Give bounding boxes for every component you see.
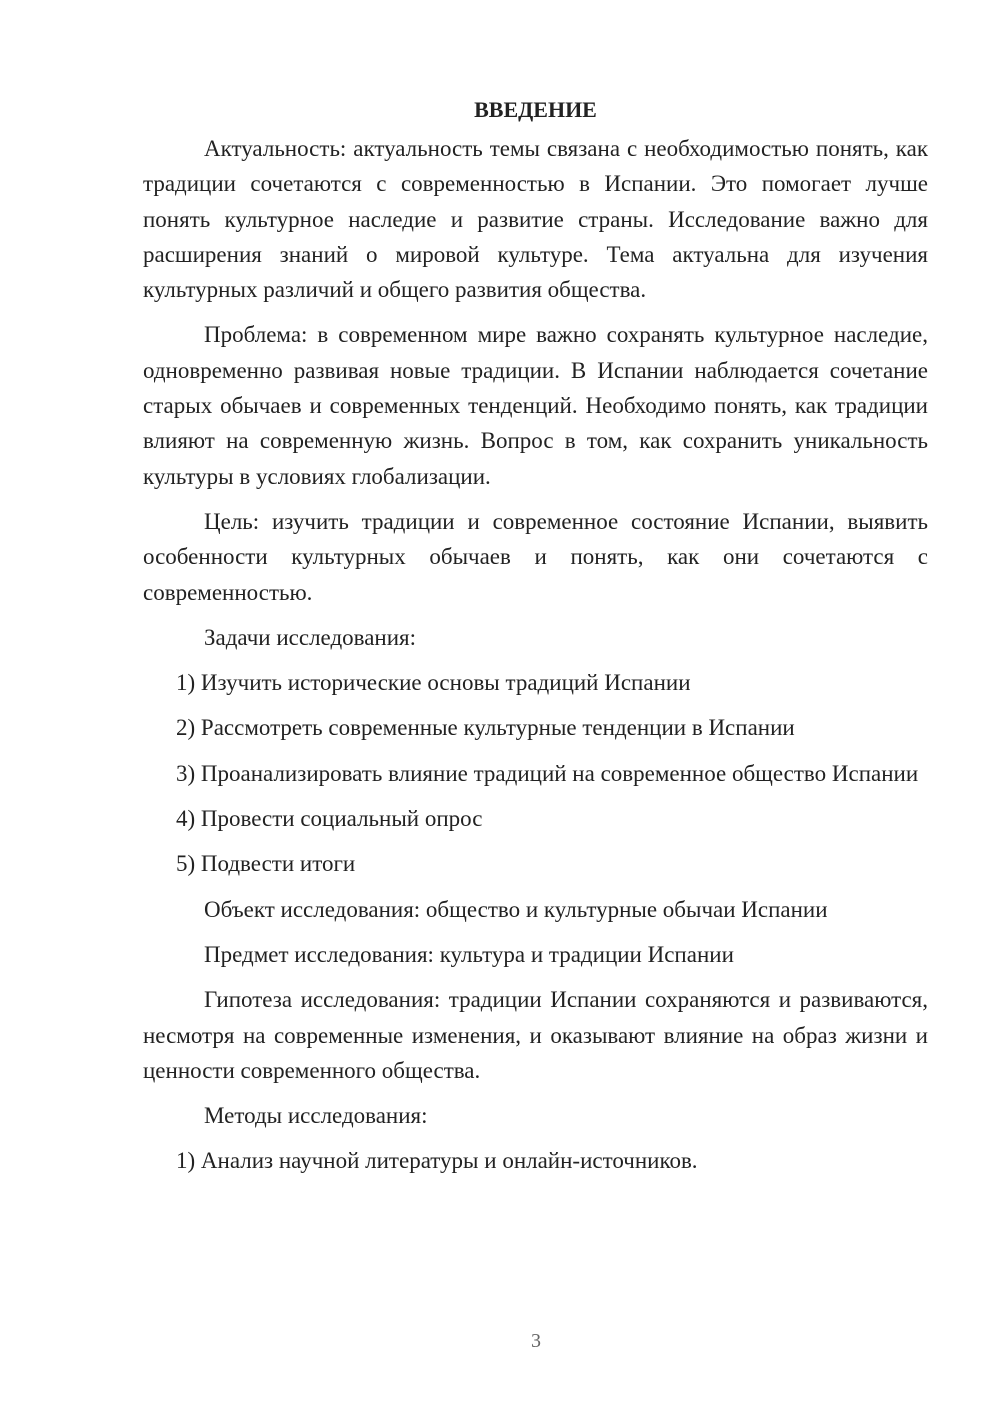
section-title: ВВЕДЕНИЕ — [474, 97, 597, 122]
task-item: 2) Рассмотреть современные культурные тенденции в Испании — [176, 715, 795, 741]
research-subject: Предмет исследования: культура и традиции Испании — [204, 941, 734, 967]
methods-heading: Методы исследования: — [204, 1103, 428, 1129]
problem-paragraph: Проблема: в современном мире важно сохранять культурное наследие, одновременно развивая новые традиции. В Испании наблюдается сочетание старых обычаев и современных тенденций. Необходимо понять, как традиции влияют на современную жизнь. Вопрос в том, как сохранить уникальность культуры в условиях глобализации. — [143, 322, 928, 489]
goal-paragraph: Цель: изучить традиции и современное состояние Испании, выявить особенности культурных обычаев и понять, как они сочетаются с современностью. — [143, 508, 928, 605]
method-item: 1) Анализ научной литературы и онлайн-источников. — [176, 1148, 698, 1174]
task-item: 3) Проанализировать влияние традиций на современное общество Испании — [176, 760, 919, 786]
page-content — [143, 92, 928, 1189]
task-item: 5) Подвести итоги — [176, 851, 356, 877]
research-object: Объект исследования: общество и культурные обычаи Испании — [204, 896, 828, 922]
hypothesis-paragraph: Гипотеза исследования: традиции Испании сохраняются и развиваются, несмотря на современные изменения, и оказывают влияние на образ жизни и ценности современного общества. — [143, 987, 928, 1083]
task-item: 1) Изучить исторические основы традиций Испании — [176, 670, 691, 696]
tasks-heading: Задачи исследования: — [204, 624, 417, 650]
task-item: 4) Провести социальный опрос — [176, 806, 483, 832]
relevance-paragraph: Актуальность: актуальность темы связана с необходимостью понять, как традиции сочетаются с современностью в Испании. Это помогает лучше понять культурное наследие и развитие страны. Исследование важно для расширения знаний о мировой культуре. Тема актуальна для изучения культурных различий и общего развития общества. — [143, 136, 928, 303]
page-number: 3 — [531, 1330, 541, 1352]
